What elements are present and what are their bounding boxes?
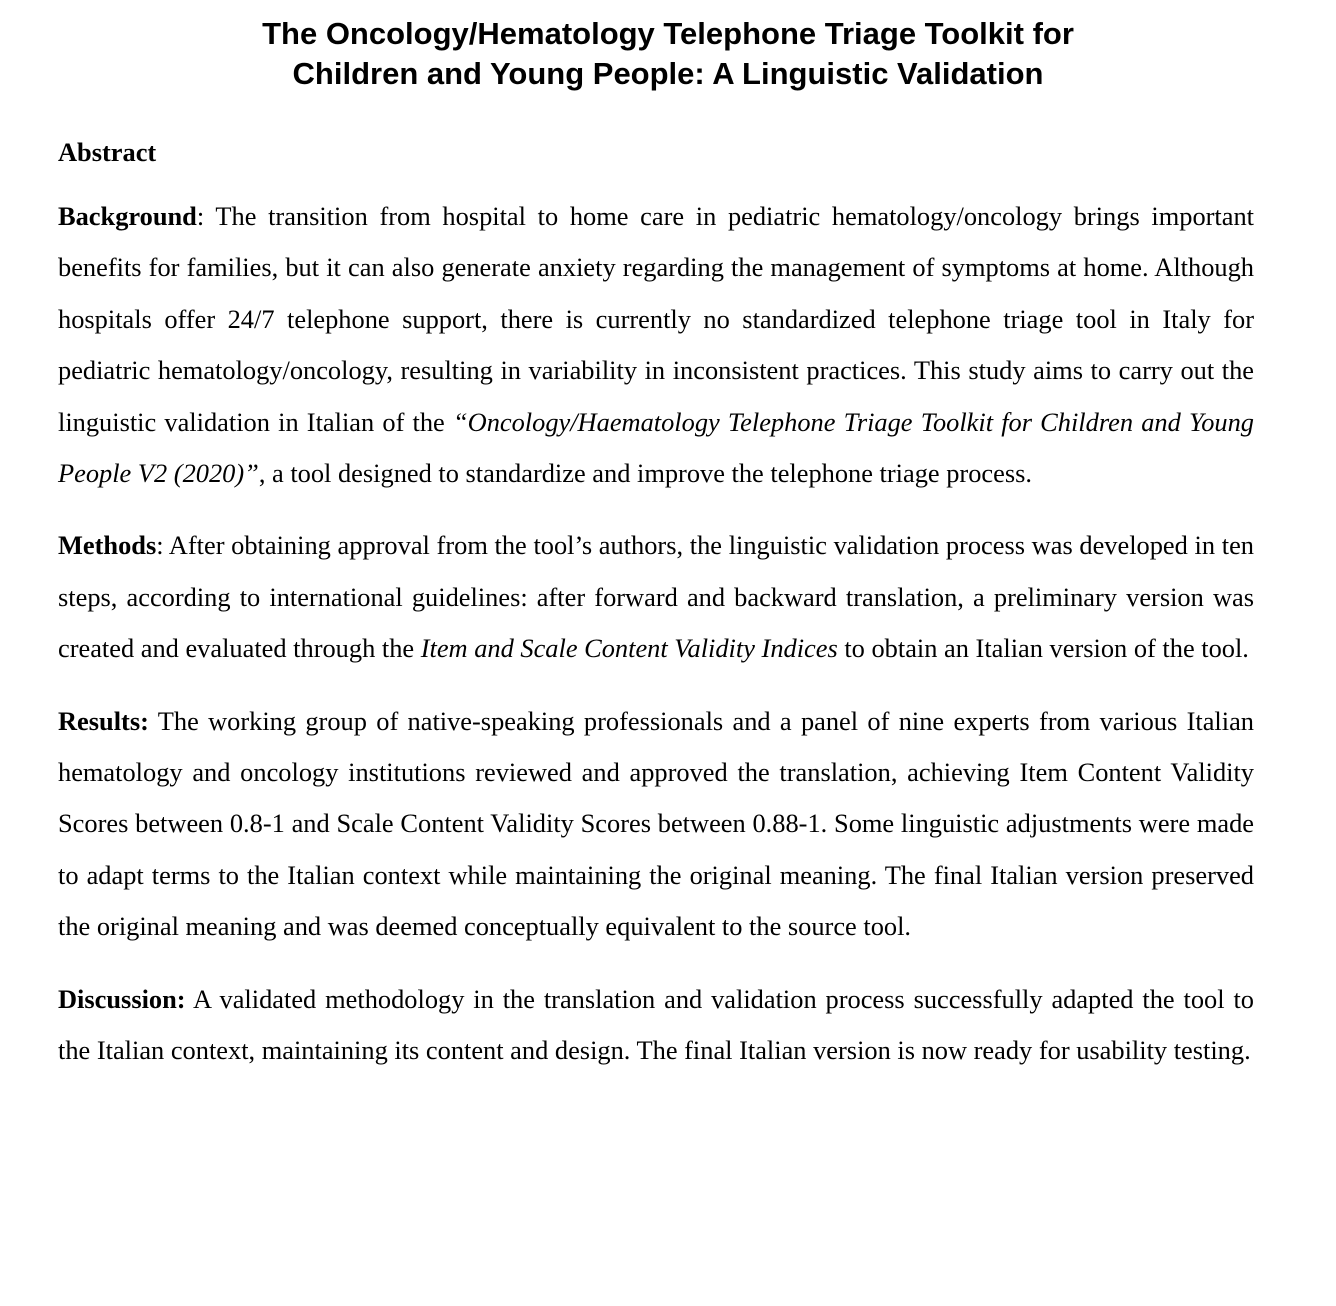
methods-text: After obtaining approval from the tool’s authors, the linguistic validation process was developed in ten steps, according to international guidelines: after forward and backward translation, a preliminary version was created and evaluated through the <box>58 530 1254 664</box>
abstract-heading: Abstract <box>58 137 157 167</box>
discussion-text: A validated methodology in the translation and validation process successfully adapted the tool to the Italian context, maintaining its content and design. The final Italian version is now ready for usability testing. <box>58 983 1254 1066</box>
results-label: Results: <box>58 705 149 736</box>
discussion-label: Discussion: <box>58 983 186 1014</box>
results-section <box>58 696 1254 953</box>
paper-title-line-2: Children and Young People: A Linguistic Validation <box>292 56 1044 91</box>
background-section <box>58 191 1254 499</box>
methods-section <box>58 520 1254 674</box>
methods-indices-term: Item and Scale Content Validity Indices <box>420 633 838 664</box>
background-label: Background <box>58 201 197 231</box>
paper-title-line-1: The Oncology/Hematology Telephone Triage Toolkit for <box>262 16 1074 51</box>
background-text-end: , a tool designed to standardize and improve the telephone triage process. <box>258 458 1032 489</box>
methods-text-end: to obtain an Italian version of the tool. <box>837 633 1249 664</box>
methods-label: Methods <box>58 530 157 561</box>
discussion-section <box>58 974 1254 1077</box>
background-separator: : <box>196 201 216 231</box>
background-tool-name: “Oncology/Haematology Telephone Triage Toolkit for Children and Young People V2 (2020)” <box>58 406 1254 489</box>
methods-separator: : <box>156 530 169 561</box>
abstract-content <box>58 132 1254 1098</box>
results-separator <box>149 706 158 736</box>
discussion-separator <box>186 984 193 1014</box>
results-text: The working group of native-speaking professionals and a panel of nine experts from various Italian hematology and oncology institutions reviewed and approved the translation, achieving Item Content Validity Scores between 0.8-1 and Scale Content Validity Scores between 0.88-1. Some linguistic adjustments were made to adapt terms to the Italian context while maintaining the original meaning. The final Italian version preserved the original meaning and was deemed conceptually equivalent to the source tool. <box>58 705 1254 942</box>
paper-title <box>0 14 1336 94</box>
background-text: The transition from hospital to home care in pediatric hematology/oncology brings important benefits for families, but it can also generate anxiety regarding the management of symptoms at home. Although hospitals offer 24/7 telephone support, there is currently no standardized telephone triage tool in Italy for pediatric hematology/oncology, resulting in variability in inconsistent practices. This study aims to carry out the linguistic validation in Italian of the <box>58 201 1254 437</box>
